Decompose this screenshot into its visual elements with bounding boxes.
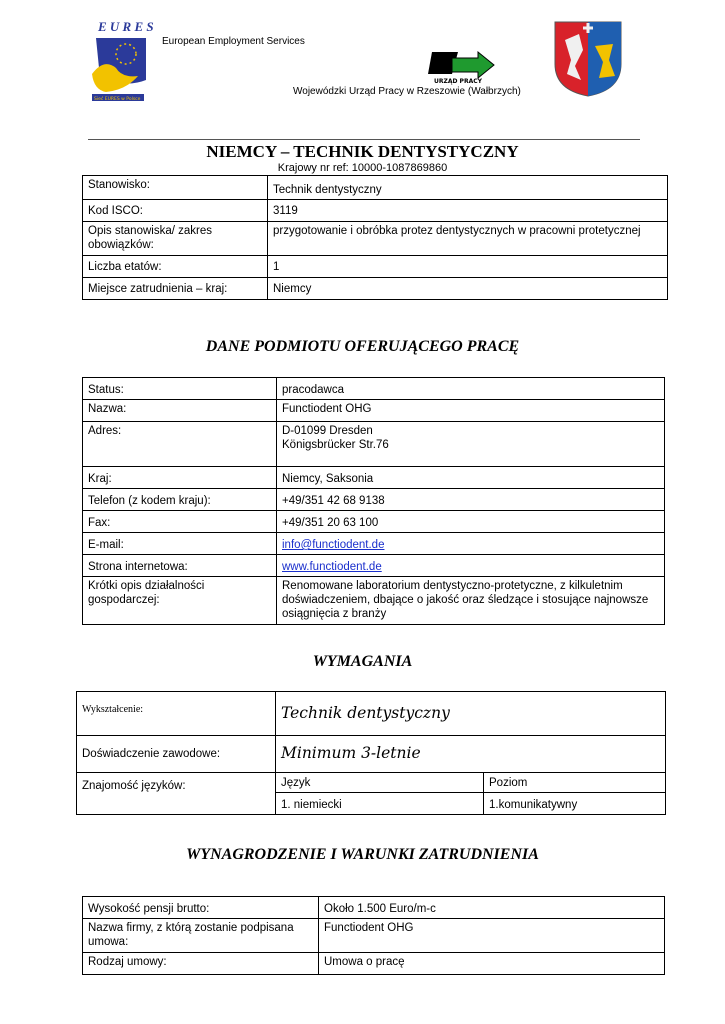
positions-count-value: 1 (268, 256, 668, 278)
level-column-header: Poziom (484, 773, 666, 793)
languages-label: Znajomość języków: (77, 773, 276, 815)
eures-logo-subtext: Sieć EURES w Polsce (94, 97, 141, 102)
isco-code-label: Kod ISCO: (83, 200, 268, 222)
table-row (83, 555, 665, 577)
email-label: E-mail: (83, 533, 277, 555)
address-value (277, 422, 665, 467)
table-row (83, 278, 668, 300)
table-row (83, 511, 665, 533)
salary-heading: WYNAGRODZENIE I WARUNKI ZATRUDNIENIA (186, 846, 539, 863)
job-position-label: Stanowisko: (83, 176, 268, 200)
business-description-label: Krótki opis działalności gospodarczej: (83, 577, 277, 625)
contract-company-label: Nazwa firmy, z którą zostanie podpisana umowa: (83, 919, 319, 953)
reference-number: Krajowy nr ref: 10000-1087869860 (277, 162, 448, 174)
table-row (83, 422, 665, 467)
work-country-value: Niemcy (268, 278, 668, 300)
table-row (83, 400, 665, 422)
education-label: Wykształcenie: (82, 704, 144, 715)
contract-type-label: Rodzaj umowy: (83, 953, 319, 975)
website-link[interactable]: www.functiodent.de (282, 561, 382, 573)
phone-value: +49/351 42 68 9138 (277, 489, 665, 511)
employer-heading: DANE PODMIOTU OFERUJĄCEGO PRACĘ (205, 338, 520, 355)
phone-label: Telefon (z kodem kraju): (83, 489, 277, 511)
fax-label: Fax: (83, 511, 277, 533)
business-description-value: Renomowane laboratorium dentystyczno-protetyczne, z kilkuletnim doświadczeniem, dbające o jakość oraz śledzące i stosujące najnowsze osiągnięcia z branży (277, 577, 665, 625)
table-row (77, 773, 666, 793)
experience-label: Doświadczenie zawodowe: (77, 736, 276, 773)
labour-office-logo-text: URZĄD PRACY (434, 78, 482, 85)
contract-type-value: Umowa o pracę (319, 953, 665, 975)
salary-label: Wysokość pensji brutto: (83, 897, 319, 919)
job-details-table (82, 175, 668, 300)
table-row (83, 176, 668, 200)
address-line-1: D-01099 Dresden (282, 425, 373, 437)
eures-caption: European Employment Services (162, 36, 305, 47)
country-label: Kraj: (83, 467, 277, 489)
job-description-value: przygotowanie i obróbka protez dentystycznych w pracowni protetycznej (268, 222, 668, 256)
country-value: Niemcy, Saksonia (277, 467, 665, 489)
level-value: 1.komunikatywny (484, 793, 666, 815)
fax-value: +49/351 20 63 100 (277, 511, 665, 533)
requirements-heading: WYMAGANIA (312, 653, 413, 670)
table-row (83, 919, 665, 953)
status-value: pracodawca (277, 378, 665, 400)
table-row (83, 200, 668, 222)
table-row (83, 489, 665, 511)
requirements-table (76, 691, 666, 815)
coat-of-arms-logo (553, 20, 623, 98)
address-label: Adres: (83, 422, 277, 467)
table-row (83, 256, 668, 278)
table-row (83, 533, 665, 555)
eures-logo-text: E U R E S (98, 19, 154, 34)
address-line-2: Königsbrücker Str.76 (282, 439, 389, 451)
labour-office-logo (428, 48, 496, 86)
salary-table (82, 896, 665, 975)
website-label: Strona internetowa: (83, 555, 277, 577)
salary-value: Około 1.500 Euro/m-c (319, 897, 665, 919)
education-value: Technik dentystyczny (281, 703, 450, 722)
contract-company-value: Functiodent OHG (319, 919, 665, 953)
table-row (77, 692, 666, 736)
table-row (83, 953, 665, 975)
table-row (77, 736, 666, 773)
company-name-label: Nazwa: (83, 400, 277, 422)
email-link[interactable]: info@functiodent.de (282, 539, 385, 551)
work-country-label: Miejsce zatrudnienia – kraj: (83, 278, 268, 300)
page-title: NIEMCY – TECHNIK DENTYSTYCZNY (206, 142, 519, 161)
table-row (83, 467, 665, 489)
company-name-value: Functiodent OHG (277, 400, 665, 422)
office-caption: Wojewódzki Urząd Pracy w Rzeszowie (Wałbrzych) (293, 86, 521, 97)
job-position-value: Technik dentystyczny (268, 176, 668, 200)
positions-count-label: Liczba etatów: (83, 256, 268, 278)
language-value: 1. niemiecki (276, 793, 484, 815)
status-label: Status: (83, 378, 277, 400)
table-row (83, 222, 668, 256)
job-description-label: Opis stanowiska/ zakres obowiązków: (83, 222, 268, 256)
table-row (83, 378, 665, 400)
experience-value: Minimum 3-letnie (281, 744, 421, 762)
table-row (83, 897, 665, 919)
table-row (83, 577, 665, 625)
eures-logo (86, 18, 154, 106)
employer-table (82, 377, 665, 625)
header-divider (88, 139, 640, 140)
language-column-header: Język (276, 773, 484, 793)
isco-code-value: 3119 (268, 200, 668, 222)
